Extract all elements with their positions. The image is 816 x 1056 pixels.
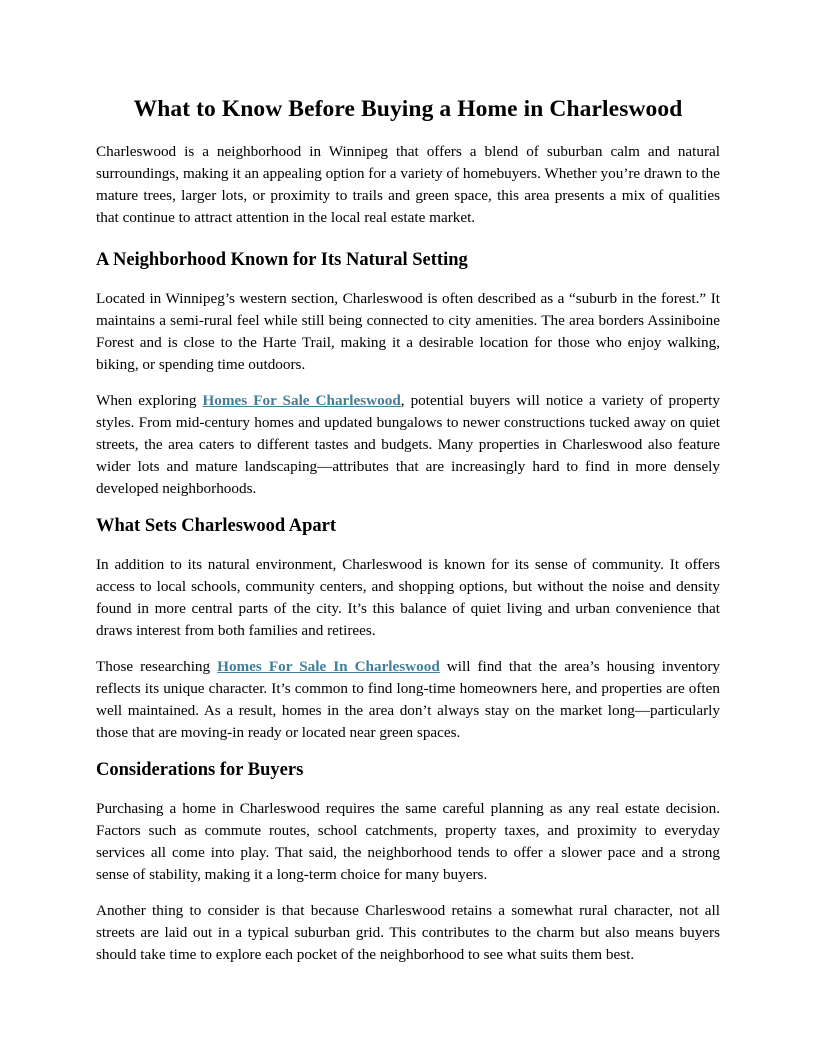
paragraph-text: Those researching [96, 658, 218, 675]
section-heading-natural-setting: A Neighborhood Known for Its Natural Setting [96, 250, 468, 270]
natural-setting-paragraph-2 [96, 390, 720, 500]
sets-apart-paragraph-2 [96, 656, 720, 744]
page-title: What to Know Before Buying a Home in Charleswood [133, 96, 683, 122]
section-heading-considerations: Considerations for Buyers [96, 760, 304, 780]
paragraph-text: , potential buyers will notice a variety of property styles. From mid-century homes and updated bungalows to newer constructions tucked away on quiet streets, the area caters to different tastes and budgets. Many properties in Charleswood also feature wider lots and mature landscaping—attributes that are increasingly hard to find in more densely developed neighborhoods. [96, 392, 720, 497]
section-heading-what-sets-apart: What Sets Charleswood Apart [96, 516, 336, 536]
considerations-paragraph-1: Purchasing a home in Charleswood requires the same careful planning as any real estate decision. Factors such as commute routes, school catchments, property taxes, and proximity to everyday services all come into play. That said, the neighborhood tends to offer a slower pace and a strong sense of stability, making it a long-term choice for many buyers. [96, 800, 720, 883]
intro-paragraph: Charleswood is a neighborhood in Winnipeg that offers a blend of suburban calm and natural surroundings, making it an appealing option for a variety of homebuyers. Whether you’re drawn to the mature trees, larger lots, or proximity to trails and green space, this area presents a mix of qualities that continue to attract attention in the local real estate market. [96, 143, 720, 226]
paragraph-text: When exploring [96, 392, 203, 409]
natural-setting-paragraph-1: Located in Winnipeg’s western section, Charleswood is often described as a “suburb in the forest.” It maintains a semi-rural feel while still being connected to city amenities. The area borders Assiniboine Forest and is close to the Harte Trail, making it a desirable location for those who enjoy walking, biking, or spending time outdoors. [96, 290, 720, 373]
sets-apart-paragraph-1: In addition to its natural environment, Charleswood is known for its sense of community. It offers access to local schools, community centers, and shopping options, but without the noise and density found in more central parts of the city. It’s this balance of quiet living and urban convenience that draws interest from both families and retirees. [96, 556, 720, 639]
considerations-paragraph-2: Another thing to consider is that because Charleswood retains a somewhat rural character, not all streets are laid out in a typical suburban grid. This contributes to the charm but also means buyers should take time to explore each pocket of the neighborhood to see what suits them best. [96, 902, 720, 963]
paragraph-text: will find that the area’s housing inventory reflects its unique character. It’s common to find long-time homeowners here, and properties are often well maintained. As a result, homes in the area don’t always stay on the market long—particularly those that are moving-in ready or located near green spaces. [96, 658, 720, 741]
homes-for-sale-in-charleswood-link[interactable]: Homes For Sale In Charleswood [217, 658, 440, 675]
homes-for-sale-charleswood-link[interactable]: Homes For Sale Charleswood [202, 392, 401, 409]
